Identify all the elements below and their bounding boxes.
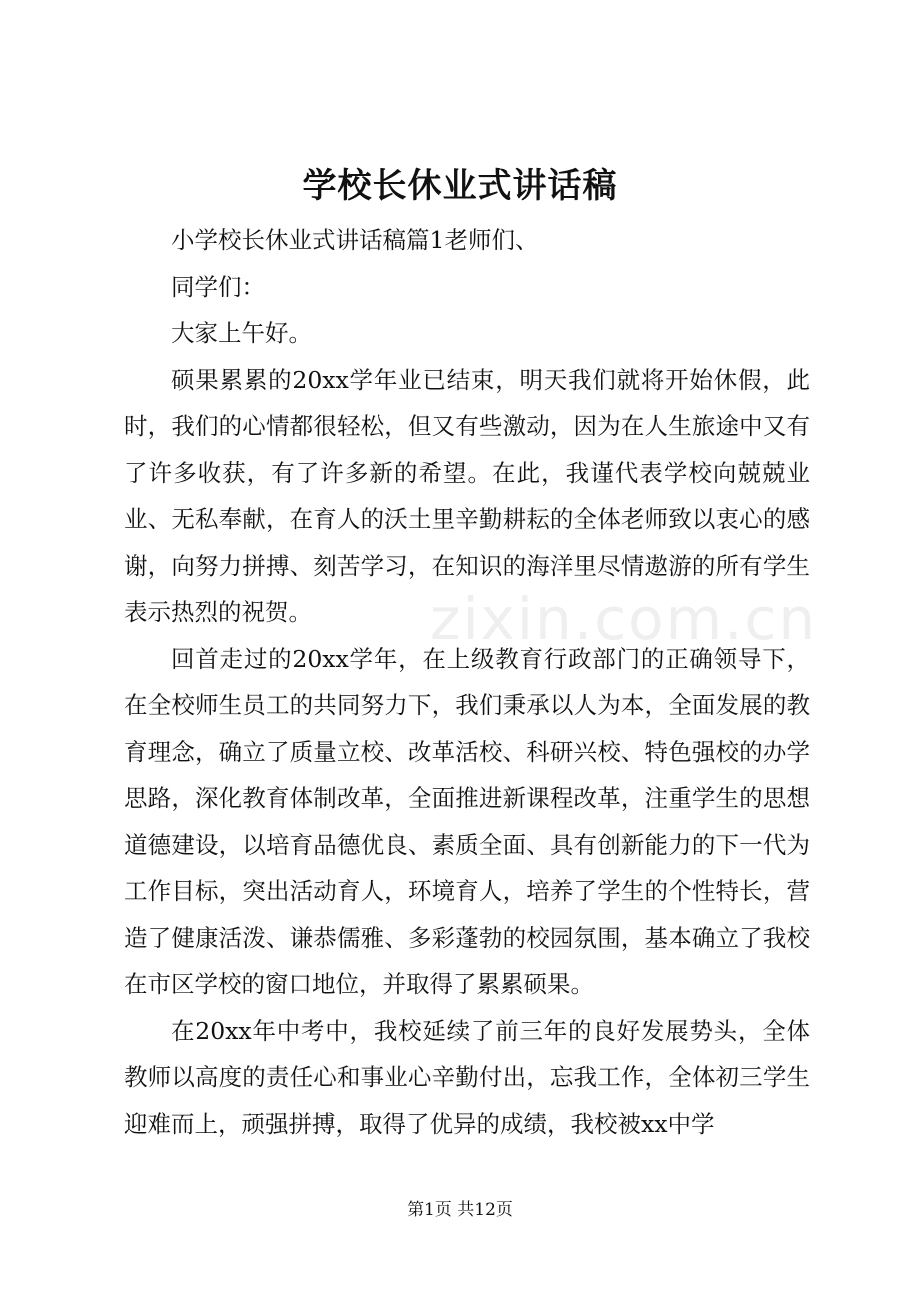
watermark: zixin.com.cn [430,585,818,653]
page-footer: 第1页 共12页 [407,1200,513,1220]
paragraph-salutation-1: 小学校长休业式讲话稿篇1老师们、 [171,226,539,254]
paragraph-body-3: 在20xx年中考中，我校延续了前三年的良好发展势头，全体教师以高度的责任心和事业心辛勤付出，忘我工作，全体初三学生迎难而上，顽强拼搏，取得了优异的成绩，我校被xx中学 [124,1016,810,1138]
paragraph-salutation-2: 同学们： [171,272,265,301]
paragraph-body-1: 硕果累累的20xx学年业已结束，明天我们就将开始休假，此时，我们的心情都很轻松，但又有些激动，因为在人生旅途中又有了许多收获，有了许多新的希望。在此，我谨代表学校向兢兢业业、无私奉献，在育人的沃土里辛勤耕耘的全体老师致以衷心的感谢，向努力拼搏、刻苦学习，在知识的海洋里尽情遨游的所有学生表示热烈的祝贺。 [124,365,810,626]
document-body [124,217,810,1147]
paragraph-body-2: 回首走过的20xx学年，在上级教育行政部门的正确领导下，在全校师生员工的共同努力下，我们秉承以人为本，全面发展的教育理念，确立了质量立校、改革活校、科研兴校、特色强校的办学思路，深化教育体制改革，全面推进新课程改革，注重学生的思想道德建设，以培育品德优良、素质全面、具有创新能力的下一代为工作目标，突出活动育人，环境育人，培养了学生的个性特长，营造了健康活泼、谦恭儒雅、多彩蓬勃的校园氛围，基本确立了我校在市区学校的窗口地位，并取得了累累硕果。 [124,644,810,998]
document-title: 学校长休业式讲话稿 [302,166,618,206]
paragraph-greeting: 大家上午好。 [171,319,312,347]
